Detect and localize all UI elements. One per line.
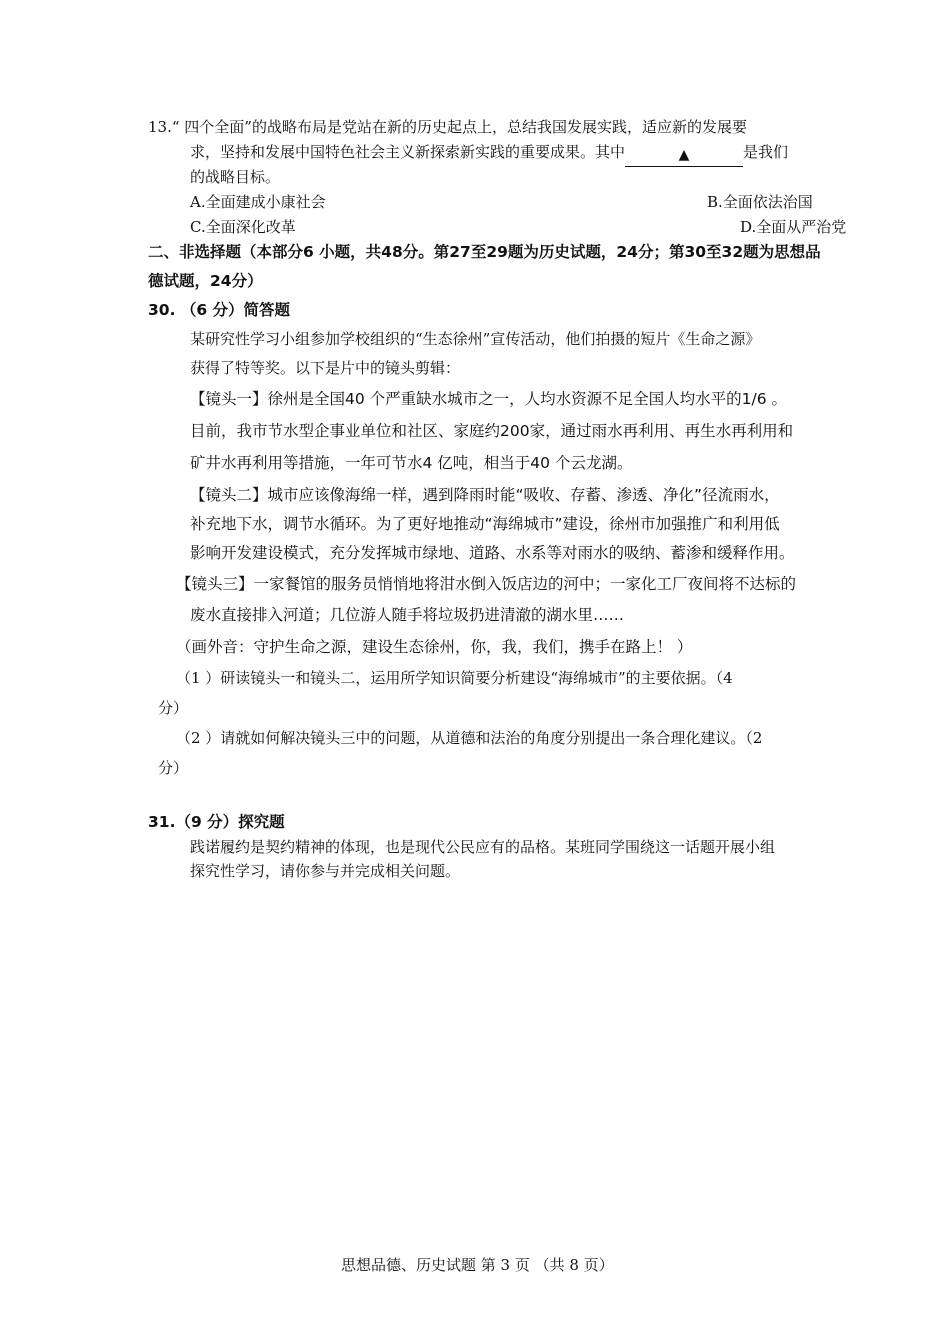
q13-option-b: B.全面依法治国 xyxy=(707,193,813,211)
q13-line-2-pre: 求，坚持和发展中国特色社会主义新探索新实践的重要成果。其中 xyxy=(190,143,626,161)
q30-intro-line-1: 某研究性学习小组参加学校组织的“生态徐州”宣传活动，他们拍摄的短片《生命之源》 xyxy=(190,330,761,348)
q30-heading: 30. （6 分）简答题 xyxy=(148,301,291,319)
shot-2-line-1: 【镜头二】城市应该像海绵一样，遇到降雨时能“吸收、存蓄、渗透、净化”径流雨水， xyxy=(190,486,780,504)
shot-2-line-2: 补充地下水，调节水循环。为了更好地推动“海绵城市”建设，徐州市加强推广和利用低 xyxy=(190,515,780,533)
voiceover: （画外音：守护生命之源，建设生态徐州，你，我，我们，携手在路上！ ） xyxy=(176,638,693,656)
q30-sub-1-line-2: 分） xyxy=(158,699,189,717)
shot-1-line-1: 【镜头一】徐州是全国40 个严重缺水城市之一，人均水资源不足全国人均水平的1/6 。 xyxy=(190,390,788,408)
q30-sub-1-line-1: （1 ）研读镜头一和镜头二，运用所学知识简要分析建设“海绵城市”的主要依据。（4 xyxy=(176,669,733,687)
q13-line-3: 的战略目标。 xyxy=(190,168,281,186)
section-2-heading-line-1: 二、非选择题（本部分6 小题，共48分。第27至29题为历史试题，24分；第30至32题为思想品 xyxy=(148,243,821,261)
q13-option-d: D.全面从严治党 xyxy=(740,218,847,236)
shot-3-line-2: 废水直接排入河道；几位游人随手将垃圾扔进清澈的湖水里…… xyxy=(190,606,625,624)
shot-3-line-1: 【镜头三】一家餐馆的服务员悄悄地将泔水倒入饭店边的河中；一家化工厂夜间将不达标的 xyxy=(176,575,797,593)
q31-heading: 31.（9 分）探究题 xyxy=(148,813,285,831)
answer-blank: ▲ xyxy=(625,148,743,167)
q13-option-a: A.全面建成小康社会 xyxy=(190,193,326,211)
q13-line-2 xyxy=(190,145,788,167)
shot-2-line-3: 影响开发建设模式，充分发挥城市绿地、道路、水系等对雨水的吸纳、蓄渗和缓释作用。 xyxy=(190,544,795,562)
q30-sub-2-line-1: （2 ）请就如何解决镜头三中的问题，从道德和法治的角度分别提出一条合理化建议。（2 xyxy=(176,729,763,747)
q31-intro-line-1: 践诺履约是契约精神的体现，也是现代公民应有的品格。某班同学围绕这一话题开展小组 xyxy=(190,838,776,856)
q13-option-c: C.全面深化改革 xyxy=(190,218,296,236)
section-2-heading-line-2: 德试题，24分） xyxy=(148,272,263,290)
page-footer: 思想品德、历史试题 第 3 页 （共 8 页） xyxy=(341,1256,614,1274)
q13-line-2-post: 是我们 xyxy=(743,143,789,161)
shot-1-line-2: 目前，我市节水型企事业单位和社区、家庭约200家，通过雨水再利用、再生水再利用和 xyxy=(190,422,794,440)
q30-sub-2-line-2: 分） xyxy=(158,759,189,777)
q31-intro-line-2: 探究性学习，请你参与并完成相关问题。 xyxy=(190,862,461,880)
shot-1-line-3: 矿井水再利用等措施，一年可节水4 亿吨，相当于40 个云龙湖。 xyxy=(190,454,633,472)
q30-intro-line-2: 获得了特等奖。以下是片中的镜头剪辑： xyxy=(190,359,461,377)
q13-line-1: 13.“ 四个全面”的战略布局是党站在新的历史起点上，总结我国发展实践，适应新的发展要 xyxy=(148,118,747,136)
